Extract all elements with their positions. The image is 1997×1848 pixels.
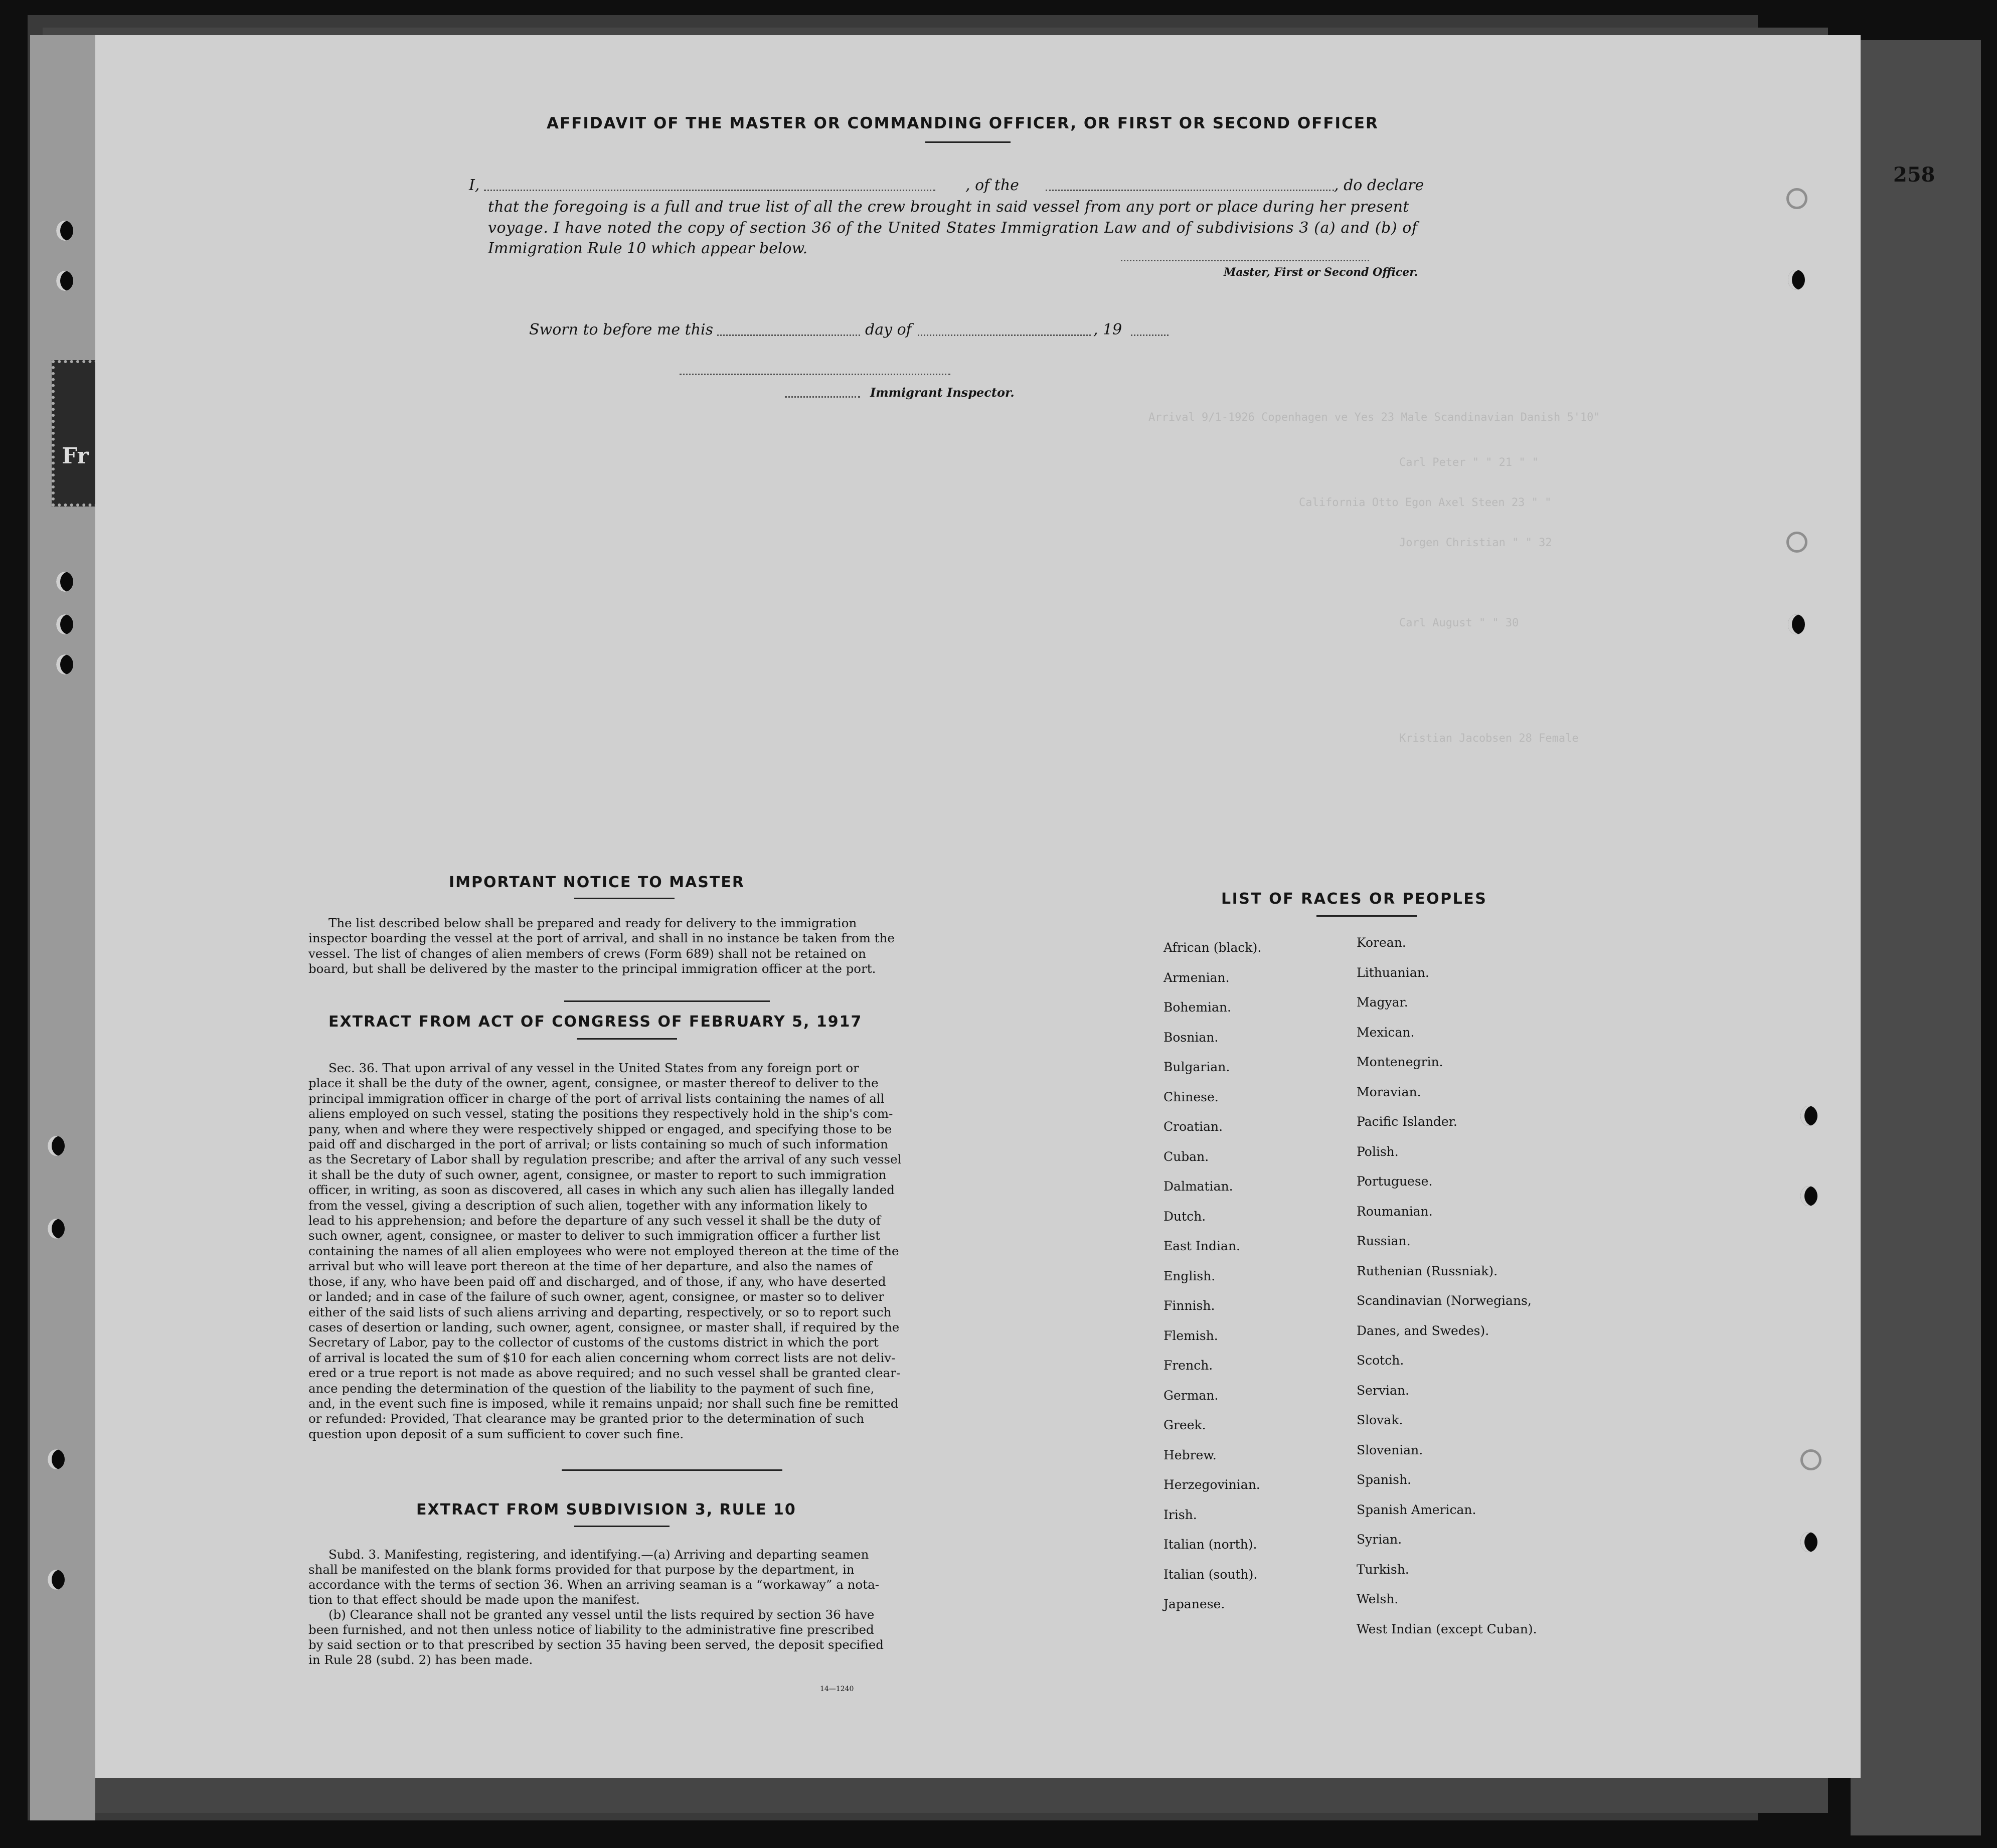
race-item: Lithuanian.: [1357, 965, 1429, 980]
rule-paragraph: [308, 1547, 1011, 1667]
month-blank: [918, 334, 1091, 336]
race-item: Flemish.: [1163, 1328, 1218, 1343]
year-blank: [1131, 334, 1169, 336]
race-item: Irish.: [1163, 1507, 1197, 1522]
bleed-through-text: Carl August " " 30: [1399, 617, 1519, 629]
race-item: Bulgarian.: [1163, 1060, 1230, 1074]
act-line: paid off and discharged in the port of arrival; or lists containing so much of such information: [308, 1137, 888, 1152]
act-line: arrival but who will leave port thereon at the time of her departure, and also the names of: [308, 1259, 873, 1274]
act-title: EXTRACT FROM ACT OF CONGRESS OF FEBRUARY 5, 1917: [328, 1013, 863, 1031]
act-line: it shall be the duty of such owner, agent, consignee, or master to report to such immigration: [308, 1167, 887, 1182]
act-line: place it shall be the duty of the owner, agent, consignee, or master thereof to deliver to the: [308, 1076, 879, 1091]
signature-blank: [1121, 260, 1369, 261]
inspector-label: Immigrant Inspector.: [870, 385, 1015, 400]
affidavit-do-declare: , do declare: [1334, 177, 1424, 194]
form-number: 14—1240: [820, 1685, 854, 1693]
race-item: Polish.: [1357, 1144, 1399, 1159]
race-item: Roumanian.: [1357, 1204, 1433, 1219]
races-column-2: [1357, 928, 1592, 1644]
rule-line: tion to that effect should be made upon the manifest.: [308, 1592, 640, 1607]
adjacent-page-edge: [1851, 40, 1981, 1835]
separator-line: [564, 1000, 770, 1002]
race-item: Pacific Islander.: [1357, 1114, 1457, 1129]
name-blank: [484, 190, 935, 191]
act-line: or refunded: Provided, That clearance may be granted prior to the determination of such: [308, 1411, 865, 1426]
rule-line: (b) Clearance shall not be granted any vessel until the lists required by section 36 have: [328, 1607, 875, 1622]
binder-hole: [56, 572, 73, 592]
race-item: Cuban.: [1163, 1149, 1209, 1164]
act-line: ance pending the determination of the question of the liability to the payment of such fine,: [308, 1381, 875, 1396]
race-item: Spanish.: [1357, 1472, 1412, 1487]
binder-hole: [1786, 188, 1807, 209]
race-item: Servian.: [1357, 1383, 1409, 1398]
stamp-text: Fr: [62, 443, 89, 469]
act-line: ered or a true report is not made as above required; and no such vessel shall be granted clear-: [308, 1366, 901, 1381]
race-item: Scotch.: [1357, 1353, 1404, 1368]
binder-hole: [56, 221, 73, 241]
act-underline: [577, 1038, 677, 1040]
bleed-through-text: Jorgen Christian " " 32: [1399, 537, 1552, 549]
race-item: Spanish American.: [1357, 1502, 1476, 1517]
act-line: or landed; and in case of the failure of such owner, agent, consignee, or master so to deliver: [308, 1289, 884, 1304]
affidavit-line-3: voyage. I have noted the copy of section 36 of the United States Immigration Law and of subdivisions 3 (a) and (b) of: [488, 219, 1418, 237]
act-line: Sec. 36. That upon arrival of any vessel in the United States from any foreign port or: [328, 1061, 859, 1075]
separator-line: [562, 1469, 782, 1471]
signature-label: Master, First or Second Officer.: [1224, 266, 1418, 279]
race-item: Korean.: [1357, 935, 1406, 950]
act-line: such owner, agent, consignee, or master to deliver to such immigration officer a further list: [308, 1228, 881, 1243]
race-item: East Indian.: [1163, 1239, 1240, 1253]
race-item: Turkish.: [1357, 1562, 1409, 1577]
race-item: Italian (north).: [1163, 1537, 1257, 1552]
binder-hole: [1800, 1186, 1817, 1206]
affidavit-title: AFFIDAVIT OF THE MASTER OR COMMANDING OFFICER, OR FIRST OR SECOND OFFICER: [547, 114, 1379, 132]
races-column-1: [1163, 933, 1349, 1619]
notice-paragraph: [308, 916, 1011, 977]
bleed-through-text: Carl Peter " " 21 " ": [1399, 456, 1539, 469]
race-item: Syrian.: [1357, 1532, 1402, 1547]
binder-hole: [1786, 532, 1807, 553]
day-of-text: day of: [865, 321, 912, 339]
race-item: Chinese.: [1163, 1089, 1219, 1104]
races-underline: [1316, 915, 1417, 917]
bleed-through-text: California Otto Egon Axel Steen 23 " ": [1299, 496, 1552, 509]
race-item: Croatian.: [1163, 1119, 1223, 1134]
binder-hole: [1800, 1532, 1817, 1552]
race-item: Finnish.: [1163, 1298, 1215, 1313]
act-line: containing the names of all alien employees who were not employed thereon at the time of the: [308, 1243, 899, 1258]
race-item: Scandinavian (Norwegians, Danes, and Swedes).: [1357, 1293, 1532, 1338]
rule-underline: [574, 1526, 670, 1527]
binder-hole: [48, 1136, 65, 1156]
title-underline: [925, 141, 1011, 143]
race-item: French.: [1163, 1358, 1213, 1373]
binder-hole: [1788, 614, 1805, 634]
rule-line: by said section or to that prescribed by section 35 having been served, the deposit specified: [308, 1637, 884, 1652]
race-item: Ruthenian (Russniak).: [1357, 1263, 1498, 1278]
inspector-signature-blank: [680, 374, 950, 375]
act-line: as the Secretary of Labor shall by regulation prescribe; and after the arrival of any such vessel: [308, 1152, 902, 1167]
act-line: question upon deposit of a sum sufficient to cover such fine.: [308, 1426, 684, 1441]
affidavit-line-4: Immigration Rule 10 which appear below.: [488, 240, 808, 257]
race-item: Armenian.: [1163, 970, 1230, 985]
race-item: Welsh.: [1357, 1592, 1399, 1606]
race-item: Slovak.: [1357, 1413, 1403, 1427]
race-item: Russian.: [1357, 1234, 1411, 1248]
binder-hole: [48, 1449, 65, 1469]
race-item: Magyar.: [1357, 995, 1408, 1010]
act-line: those, if any, who have been paid off and discharged, and of those, if any, who have deserted: [308, 1274, 886, 1289]
rule-line: accordance with the terms of section 36. When an arriving seaman is a “workaway” a nota-: [308, 1577, 879, 1592]
affidavit-i: I,: [469, 177, 480, 194]
act-line: cases of desertion or landing, such owner, agent, consignee, or master shall, if required by the: [308, 1319, 900, 1334]
act-line: of arrival is located the sum of $10 for each alien concerning whom correct lists are not deliv-: [308, 1350, 896, 1365]
race-item: Hebrew.: [1163, 1447, 1217, 1462]
binder-hole: [56, 271, 73, 291]
document-page: [95, 35, 1935, 1778]
sworn-day-blank: [717, 334, 860, 336]
affidavit-of-the: , of the: [965, 177, 1019, 194]
race-item: Mexican.: [1357, 1025, 1415, 1040]
notice-line: vessel. The list of changes of alien members of crews (Form 689) shall not be retained on: [308, 946, 866, 961]
act-line: from the vessel, giving a description of such alien, together with any information likely to: [308, 1198, 868, 1213]
race-item: Moravian.: [1357, 1084, 1421, 1099]
binder-hole: [1800, 1449, 1821, 1470]
notice-underline: [574, 898, 675, 899]
bleed-through-text: Arrival 9/1-1926 Copenhagen ve Yes 23 Male Scandinavian Danish 5'10": [1148, 411, 1600, 424]
affidavit-line-2: that the foregoing is a full and true list of all the crew brought in said vessel from any port or place during her present: [488, 198, 1409, 216]
race-item: Dalmatian.: [1163, 1179, 1233, 1194]
race-item: Greek.: [1163, 1418, 1206, 1432]
notice-line: board, but shall be delivered by the master to the principal immigration officer at the port.: [308, 961, 876, 976]
rule-line: shall be manifested on the blank forms provided for that purpose by the department, in: [308, 1562, 855, 1577]
race-item: Bosnian.: [1163, 1030, 1219, 1045]
act-line: and, in the event such fine is imposed, while it remains unpaid; nor shall such fine be remitted: [308, 1396, 899, 1411]
year-text: , 19: [1093, 321, 1122, 339]
race-item: Slovenian.: [1357, 1442, 1423, 1457]
binder-hole: [48, 1219, 65, 1239]
notice-title: IMPORTANT NOTICE TO MASTER: [449, 874, 745, 891]
inspector-lead-dots: [785, 396, 860, 398]
binder-hole: [56, 614, 73, 634]
act-paragraph: [308, 1061, 1011, 1442]
binder-hole: [1788, 270, 1805, 290]
race-item: English.: [1163, 1268, 1216, 1283]
rule-line: in Rule 28 (subd. 2) has been made.: [308, 1652, 533, 1667]
race-item: Herzegovinian.: [1163, 1477, 1260, 1492]
race-item: German.: [1163, 1388, 1219, 1403]
rule-title: EXTRACT FROM SUBDIVISION 3, RULE 10: [416, 1501, 796, 1519]
rule-line: Subd. 3. Manifesting, registering, and identifying.—(a) Arriving and departing seamen: [328, 1547, 869, 1562]
act-line: either of the said lists of such aliens arriving and departing, respectively, or so to report such: [308, 1304, 892, 1319]
race-item: African (black).: [1163, 940, 1262, 955]
races-title: LIST OF RACES OR PEOPLES: [1221, 890, 1487, 908]
race-item: Italian (south).: [1163, 1567, 1258, 1582]
rule-line: been furnished, and not then unless notice of liability to the administrative fine prescribed: [308, 1622, 874, 1637]
act-line: Secretary of Labor, pay to the collector of customs of the customs district in which the port: [308, 1335, 879, 1350]
act-line: lead to his apprehension; and before the departure of any such vessel it shall be the duty of: [308, 1213, 881, 1228]
act-line: principal immigration officer in charge of the port of arrival lists containing the names of all: [308, 1091, 885, 1106]
page-number: 258: [1893, 163, 1935, 187]
notice-line: The list described below shall be prepared and ready for delivery to the immigration: [328, 916, 857, 930]
act-line: pany, when and where they were respectively shipped or engaged, and specifying those to be: [308, 1121, 892, 1136]
binder-hole: [1800, 1106, 1817, 1126]
notice-line: inspector boarding the vessel at the port of arrival, and shall in no instance be taken from the: [308, 931, 895, 946]
act-line: aliens employed on such vessel, stating the positions they respectively hold in the ship's com-: [308, 1106, 893, 1121]
binder-hole: [56, 654, 73, 675]
race-item: Portuguese.: [1357, 1174, 1433, 1189]
binder-hole: [48, 1570, 65, 1590]
race-item: Japanese.: [1163, 1597, 1225, 1611]
race-item: Bohemian.: [1163, 1000, 1231, 1015]
binding-strip: [30, 35, 95, 1820]
race-item: West Indian (except Cuban).: [1357, 1621, 1537, 1636]
vessel-blank: [1046, 190, 1334, 191]
race-item: Montenegrin.: [1357, 1055, 1443, 1069]
act-line: officer, in writing, as soon as discovered, all cases in which any such alien has illegally landed: [308, 1183, 895, 1198]
bleed-through-text: Kristian Jacobsen 28 Female: [1399, 732, 1579, 745]
race-item: Dutch.: [1163, 1209, 1206, 1224]
sworn-text: Sworn to before me this: [529, 321, 714, 339]
